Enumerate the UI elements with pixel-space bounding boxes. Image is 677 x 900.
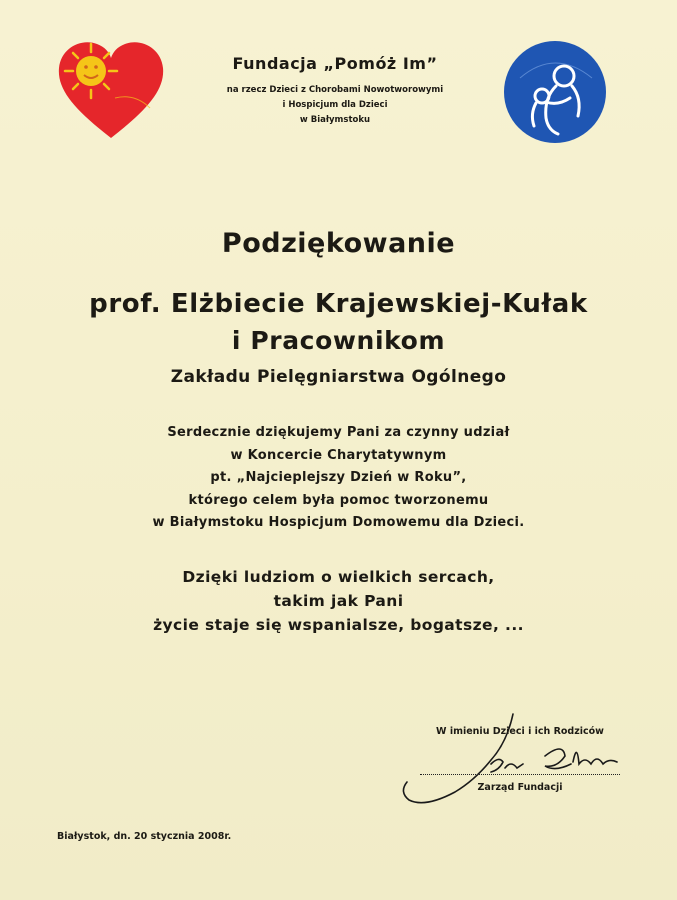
signature-block [405, 726, 635, 793]
organization-line-1: na rzecz Dzieci z Chorobami Nowotworowymi [226, 85, 444, 95]
body-line-2: w Koncercie Charytatywnym [230, 447, 447, 463]
organization-header [175, 54, 495, 128]
mother-child-circle-icon [500, 40, 610, 144]
quote-line-1: Dzięki ludziom o wielkich sercach, [182, 568, 495, 586]
signature-dotted-line [420, 774, 620, 775]
quote-line-2: takim jak Pani [273, 592, 404, 610]
department-name: Zakładu Pielęgniarstwa Ogólnego [170, 367, 507, 387]
body-line-3: pt. „Najcieplejszy Dzień w Roku”, [210, 470, 467, 485]
quote-line-3: życie staje się wspanialsze, bogatsze, ... [153, 616, 524, 634]
heart-sun-icon [55, 38, 167, 142]
recipient-staff: i Pracownikom [231, 326, 446, 355]
thank-you-body [0, 422, 677, 535]
recipient-name: prof. Elżbiecie Krajewskiej-Kułak [89, 289, 588, 319]
body-line-1: Serdecznie dziękujemy Pani za czynny udział [167, 425, 510, 440]
organization-line-2: i Hospicjum dla Dzieci [282, 100, 388, 110]
signature-on-behalf: W imieniu Dzieci i ich Rodziców [436, 726, 604, 737]
signature-board: Zarząd Fundacji [477, 782, 563, 793]
document-date: Białystok, dn. 20 stycznia 2008r. [57, 831, 232, 842]
body-line-4: którego celem była pomoc tworzonemu [188, 492, 489, 508]
closing-quote [0, 565, 677, 637]
organization-line-3: w Białymstoku [299, 115, 371, 125]
body-line-5: w Białymstoku Hospicjum Domowemu dla Dzieci. [152, 515, 525, 530]
document-title: Podziękowanie [221, 228, 456, 259]
organization-name: Fundacja „Pomóż Im” [232, 54, 438, 73]
